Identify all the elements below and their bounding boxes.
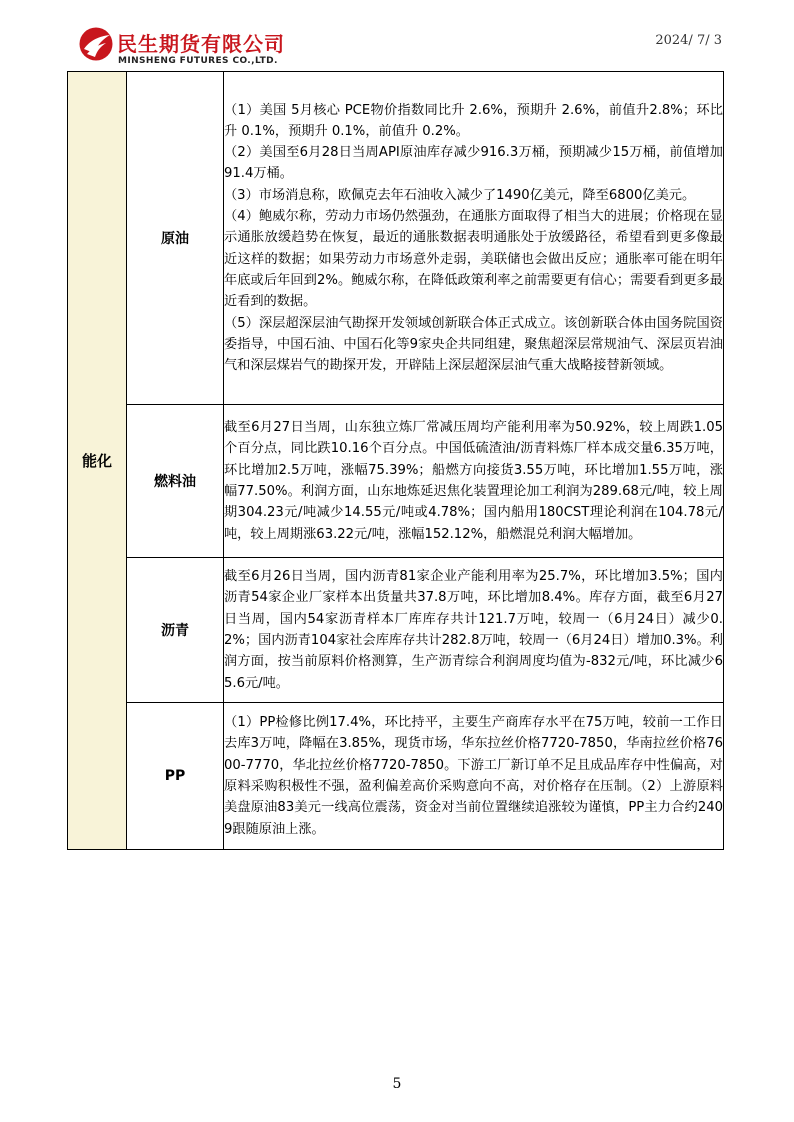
minsheng-logo-icon [78,26,114,62]
content-cell [224,72,724,405]
product-name: 燃料油 [127,405,224,558]
product-name: PP [127,703,224,850]
page-header [0,0,794,72]
table-row [68,405,724,558]
product-name: 沥青 [127,558,224,703]
paragraph: （5）深层超深层油气勘探开发领域创新联合体正式成立。该创新联合体由国务院国资委指导，中国石油、中国石化等9家央企共同组建，聚焦超深层常规油气、深层页岩油气和深层煤岩气的勘探开发，开辟陆上深层超深层油气重大战略接替新领域。 [224,315,723,374]
commentary-table [67,71,724,850]
paragraph: 截至6月27日当周，山东独立炼厂常减压周均产能利用率为50.92%，较上周跌1.05个百分点，同比跌10.16个百分点。中国低硫渣油/沥青料炼厂样本成交量6.35万吨，环比增加2.5万吨，涨幅75.39%；船燃方向接货3.55万吨，环比增加1.55万吨，涨幅77.50%。利润方面，山东地炼延迟焦化装置理论加工利润为289.68元/吨，较上周期304.23元/吨减少14.55元/吨或4.78%；国内船用180CST理论利润在104.78元/吨，较上周期涨63.22元/吨，涨幅152.12%，船燃混兑利润大幅增加。 [224,420,723,542]
company-name-en: MINSHENG FUTURES CO.,LTD. [118,56,278,66]
content-cell [224,703,724,850]
paragraph: 截至6月26日当周，国内沥青81家企业产能利用率为25.7%，环比增加3.5%；国内沥青54家企业厂家样本出货量共37.8万吨，环比增加8.4%。库存方面，截至6月27日当周，国内54家沥青样本厂库库存共计121.7万吨，较周一（6月24日）减少0.2%；国内沥青104家社会库库存共计282.8万吨，较周一（6月24日）增加0.3%。利润方面，按当前原料价格测算，生产沥青综合利润周度均值为-832元/吨，环比减少65.6元/吨。 [224,569,723,691]
table-row [68,72,724,405]
table-row [68,703,724,850]
content-cell [224,558,724,703]
report-date: 2024/ 7/ 3 [655,33,722,48]
product-name: 原油 [127,72,224,405]
content-cell [224,405,724,558]
paragraph: （1）美国 5月核心 PCE物价指数同比升 2.6%，预期升 2.6%，前值升2.8%；环比升 0.1%，预期升 0.1%，前值升 0.2%。 [224,102,723,139]
company-name-cn: 民生期货有限公司 [117,32,285,56]
page-number: 5 [392,1076,402,1092]
paragraph: （1）PP检修比例17.4%，环比持平，主要生产商库存水平在75万吨，较前一工作日去库3万吨，降幅在3.85%，现货市场，华东拉丝价格7720-7850，华南拉丝价格7600-7770，华北拉丝价格7720-7850。下游工厂新订单不足且成品库存中性偏高，对原料采购积极性不强，盈利偏差高价采购意向不高，对价格存在压制。（2）上游原料美盘原油83美元一线高位震荡，资金对当前位置继续追涨较为谨慎，PP主力合约2409跟随原油上涨。 [224,715,723,837]
paragraph: （2）美国至6月28日当周API原油库存减少916.3万桶，预期减少15万桶，前值增加91.4万桶。 [224,145,723,182]
table-row [68,558,724,703]
paragraph: （3）市场消息称，欧佩克去年石油收入减少了1490亿美元，降至6800亿美元。 [224,187,696,203]
sector-cell: 能化 [68,72,127,850]
paragraph: （4）鲍威尔称，劳动力市场仍然强劲，在通胀方面取得了相当大的进展；价格现在显示通胀放缓趋势在恢复，最近的通胀数据表明通胀处于放缓路径，希望看到更多像最近这样的数据；如果劳动力市场意外走弱，美联储也会做出反应；通胀率可能在明年年底或后年回到2%。鲍威尔称，在降低政策利率之前需要更有信心；需要看到更多最近看到的数据。 [224,209,723,310]
